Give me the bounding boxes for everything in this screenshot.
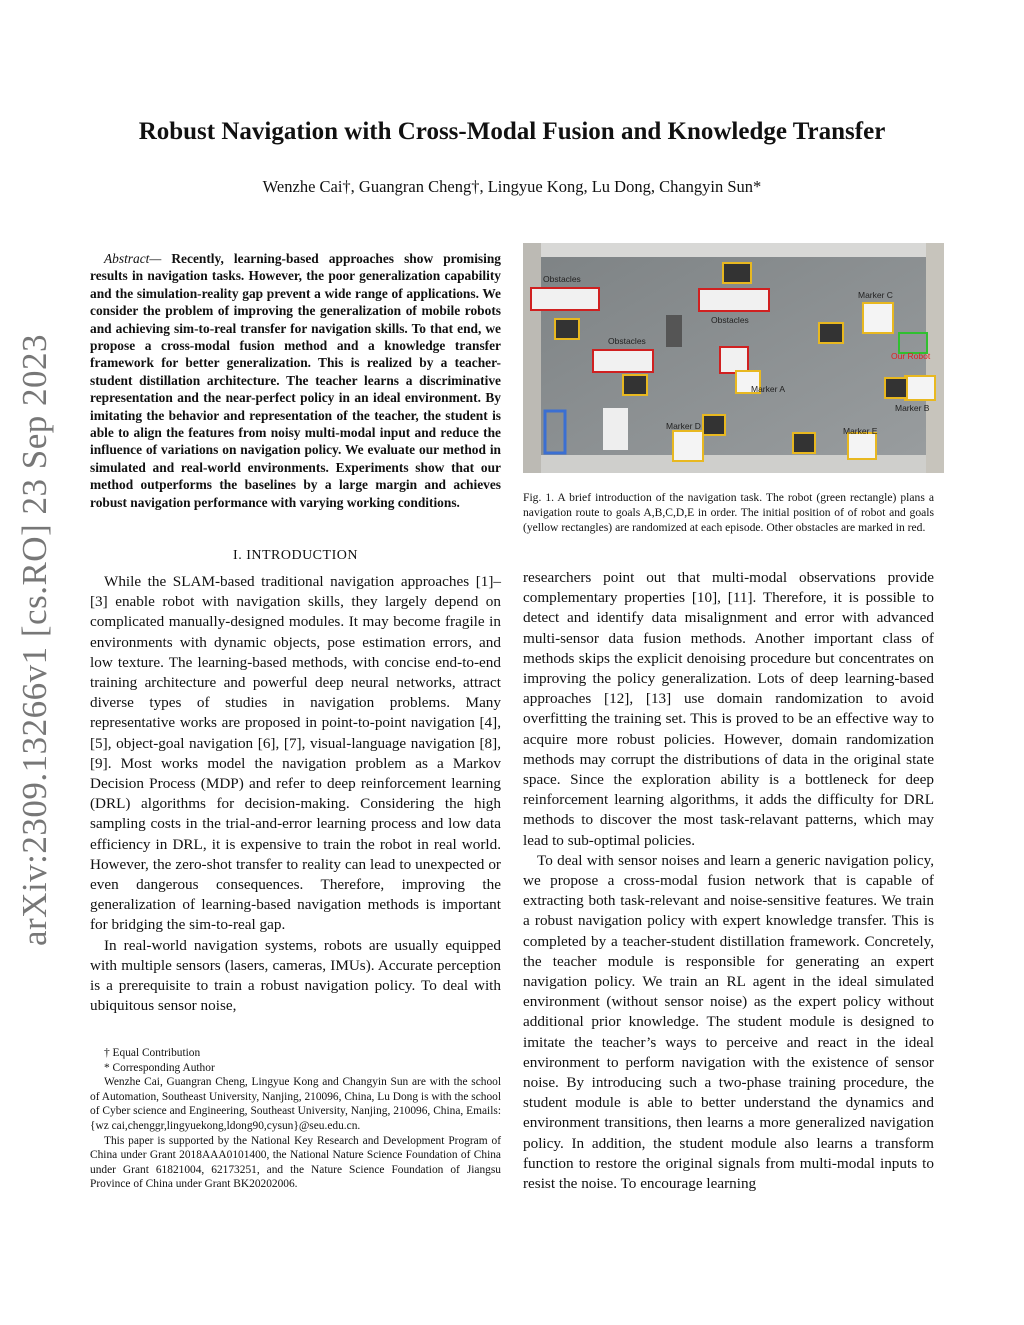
marker-box	[863, 303, 893, 333]
label-marker-c: Marker C	[858, 290, 893, 300]
obstacle-box	[531, 288, 599, 310]
obstacle-box	[593, 350, 653, 372]
label-obstacles: Obstacles	[711, 315, 749, 325]
white-box	[603, 408, 628, 450]
dark-panel	[666, 315, 682, 347]
abstract-label: Abstract—	[104, 251, 162, 266]
marker-box	[673, 431, 703, 461]
left-column	[90, 572, 501, 1016]
goal-box	[723, 263, 751, 283]
obstacle-box	[720, 347, 748, 373]
goal-box	[703, 415, 725, 435]
paragraph: While the SLAM-based traditional navigation approaches [1]–[3] enable robot with navigation skills, they largely depend on complicated manually-designed modules. It may become fragile in environments with dynamic objects, pose estimation errors, and low texture. The learning-based methods, with concise end-to-end training architecture and powerful deep neural networks, attract diverse types of studies in navigation problems. Many representative works are proposed in point-to-point navigation [4], [5], object-goal navigation [6], [7], visual-language navigation [8], [9]. Most works model the navigation problem as a Markov Decision Process (MDP) and refer to deep reinforcement learning (DRL) algorithms for decision-making. Considering the high sampling costs in the trial-and-error learning process and low data efficiency in DRL, it is expensive to train the robot in real world. However, the zero-shot transfer to reality can lead to unexpected or even dangerous consequences. Therefore, improving the generalization of learning-based navigation methods is important for bridging the sim-to-real gap.	[90, 573, 501, 934]
goal-box	[793, 433, 815, 453]
label-marker-e: Marker E	[843, 426, 878, 436]
paper-title: Robust Navigation with Cross-Modal Fusion and Knowledge Transfer	[138, 118, 886, 145]
figure-caption: Fig. 1. A brief introduction of the navigation task. The robot (green rectangle) plans a navigation route to goals A,B,C,D,E in order. The initial position of of robot and goals (yellow rectangles) are randomized at each episode. Other obstacles are marked in red.	[523, 491, 934, 535]
paragraph: In real-world navigation systems, robots are usually equipped with multiple sensors (lasers, cameras, IMUs). Accurate perception is a prerequisite to train a robust navigation policy. To deal with ubiquitous sensor noise,	[90, 936, 501, 1015]
figure-1	[523, 243, 944, 473]
goal-box	[885, 378, 907, 398]
paragraph: researchers point out that multi-modal observations provide complementary properties [10], [11]. Therefore, it is possible to detect and identify data misalignment and error with advanced multi-sensor data fusion methods. Another important class of methods skips the explicit denoising procedure but concentrates on improving the policy generalization. Lots of deep learning-based approaches [12], [13] use domain randomization to avoid overfitting the training set. This is proved to be an effective way to acquire more robust policies. However, domain randomization methods may corrupt the distributions of data in the original state space. Since the exploration ability is a bottleneck for deep reinforcement learning algorithms, it adds the difficulty for DRL methods to discover the most task-relavant patterns, which may lead to sub-optimal policies.	[523, 569, 934, 849]
goal-box	[623, 375, 647, 395]
footnotes	[90, 1046, 501, 1192]
goal-box	[555, 319, 579, 339]
label-marker-d: Marker D	[666, 421, 701, 431]
label-marker-b: Marker B	[895, 403, 930, 413]
paragraph: To deal with sensor noises and learn a generic navigation policy, we propose a cross-modal fusion network that is capable of extracting both task-relevant and noise-sensitive features. We train a robust navigation policy with expert knowledge transfer. This is completed by a teacher-student distillation framework. Concretely, the teacher module is responsible for generating an expert navigation policy. We train an RL agent in the ideal simulated environment (without sensor noise) as the expert policy without additional prior knowledge. The student module is designed to imitate the teacher’s ways to perceive and react in the ideal environment to perform navigation with the existence of sensor noise. By introducing such a two-phase training procedure, the student module is able to better understand the dynamics and environment transitions, then learns a more generalized navigation policy. In addition, the student module also learns a transform function to restore the original signals from multi-modal inputs to resist the noise. To encourage learning	[523, 851, 934, 1193]
wall-left	[523, 243, 541, 473]
arxiv-sidebar	[0, 333, 70, 947]
arxiv-id: arXiv:2309.13266v1 [cs.RO] 23 Sep 2023	[15, 333, 54, 947]
label-our-robot: Our Robot	[891, 351, 931, 361]
paper-authors: Wenzhe Cai†, Guangran Cheng†, Lingyue Kong, Lu Dong, Changyin Sun*	[262, 177, 762, 196]
label-obstacles: Obstacles	[608, 336, 646, 346]
label-obstacles: Obstacles	[543, 274, 581, 284]
abstract-text: Recently, learning-based approaches show promising results in navigation tasks. However, the poor generalization capability and the simulation-reality gap prevent a wide range of applications. We consider the problem of improving the generalization of mobile robots and achieving sim-to-real transfer for navigation skills. To that end, we propose a cross-modal fusion method and a knowledge transfer framework for better generalization. This is realized by a teacher-student distillation architecture. The teacher learns a discriminative representation and the near-perfect policy in an ideal environment. By imitating the behavior and representation of the teacher, the student is able to align the features from noisy multi-modal input and reduce the influence of variations on navigation policy. We evaluate our method in simulated and real-world environments. Experiments show that our method outperforms the baselines by a large margin and achieves robust navigation performance with varying working conditions.	[90, 251, 501, 510]
footnote: Wenzhe Cai, Guangran Cheng, Lingyue Kong and Changyin Sun are with the school of Automation, Southeast University, Nanjing, 210096, China, Lu Dong is with the school of Cyber science and Engineering, Southeast University, Nanjing, 210096, China, Emails: {wz cai,chenggr,lingyuekong,ldong90,cysun}@seu.edu.cn.	[90, 1076, 501, 1132]
label-marker-a: Marker A	[751, 384, 786, 394]
marker-box	[905, 376, 935, 400]
footnote: † Equal Contribution	[104, 1047, 201, 1059]
section-heading: I. INTRODUCTION	[233, 548, 358, 563]
wall-bottom	[523, 455, 944, 473]
footnote: This paper is supported by the National Key Research and Development Program of China under Grant 2018AAA0101400, the National Nature Science Foundation of China under Grant 61821004, 62173251, and the Nature Science Foundation of Jiangsu Province of China under Grant BK20202006.	[90, 1134, 501, 1191]
wall-top	[523, 243, 944, 257]
marker-box	[848, 433, 876, 459]
right-column	[523, 568, 934, 1194]
obstacle-box	[699, 289, 769, 311]
abstract	[90, 250, 501, 511]
footnote: * Corresponding Author	[104, 1061, 215, 1074]
goal-box	[819, 323, 843, 343]
